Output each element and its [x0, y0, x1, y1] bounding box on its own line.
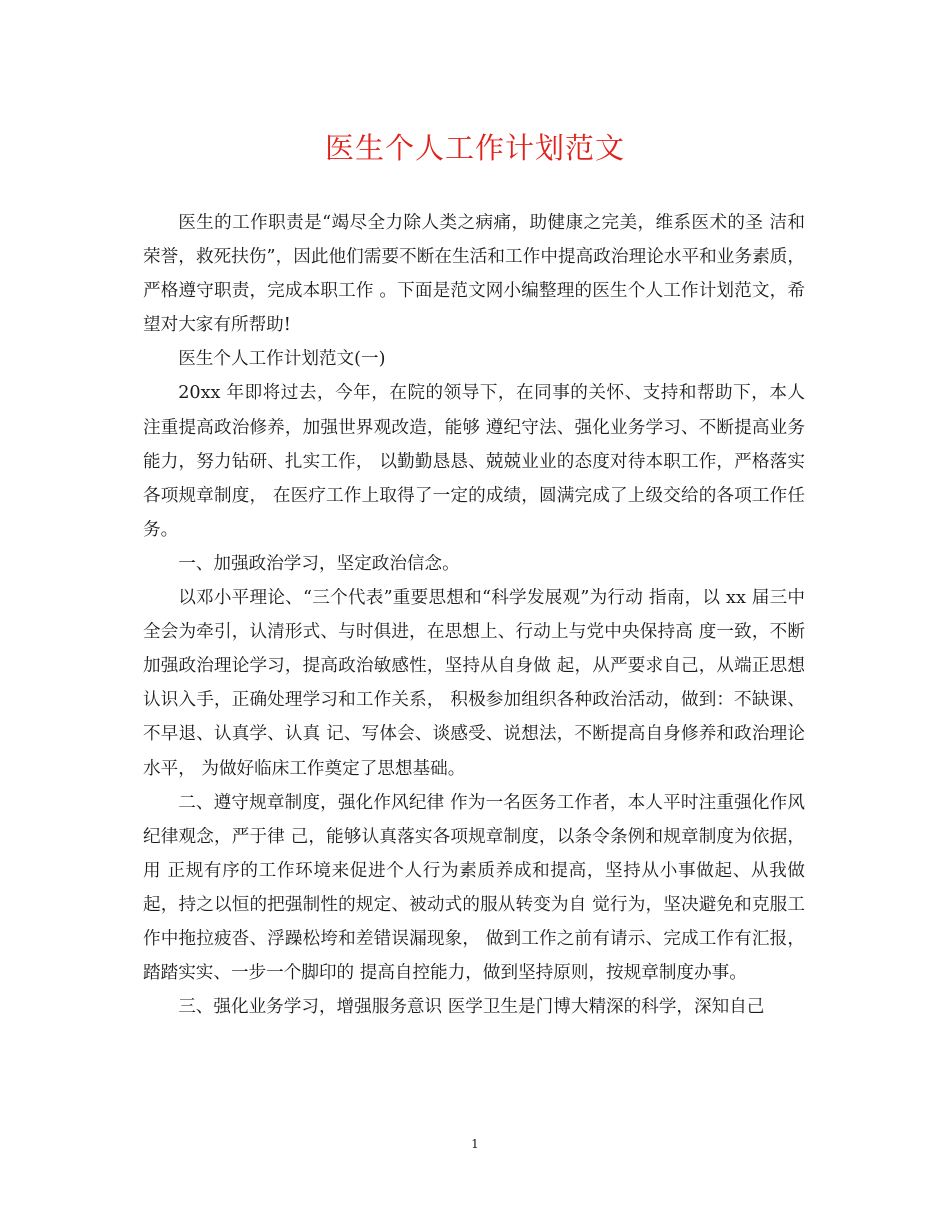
heading-political-study: 一、加强政治学习，坚定政治信念。 [178, 553, 460, 574]
page-number: 1 [471, 1137, 479, 1151]
document-body [143, 206, 805, 1024]
section-heading-sample-one: 医生个人工作计划范文(一) [178, 349, 386, 370]
political-study-paragraph: 以邓小平理论、“三个代表”重要思想和“科学发展观”为行动 指南，以 xx 届三中全会为牵引，认清形式、与时俱进，在思想上、行动上与党中央保持高 度一致，不断加强政治理论学习，提高政治敏感性，坚持从自身做 起，从严要求自己，从端正思想认识入手，正确处理学习和工作关系， 积极参加组织各种政治活动，做到：不缺课、不早退、认真学、认真 记、写体会、谈感受、说想法，不断提高自身修养和政治理论水平， 为做好临床工作奠定了思想基础。 [143, 588, 805, 779]
year-summary-paragraph: 20xx 年即将过去，今年，在院的领导下，在同事的关怀、支持和帮助下，本人注重提高政治修养，加强世界观改造，能够 遵纪守法、强化业务学习、不断提高业务能力，努力钻研、扎实工作， 以勤勤恳恳、兢兢业业的态度对待本职工作，严格落实各项规章制度， 在医疗工作上取得了一定的成绩，圆满完成了上级交给的各项工作任 务。 [143, 383, 805, 540]
intro-paragraph: 医生的工作职责是“竭尽全力除人类之病痛，助健康之完美，维系医术的圣 洁和荣誉，救死扶伤”，因此他们需要不断在生活和工作中提高政治理论水平和业务素质，严格遵守职责，完成本职工作 。下面是范文网小编整理的医生个人工作计划范文，希望对大家有所帮助! [143, 213, 805, 336]
professional-study-paragraph: 三、强化业务学习，增强服务意识 医学卫生是门博大精深的科学，深知自己 [178, 997, 765, 1018]
document-title: 医生个人工作计划范文 [324, 131, 625, 165]
rules-discipline-paragraph: 二、遵守规章制度，强化作风纪律 作为一名医务工作者，本人平时注重强化作风纪律观念，严于律 己，能够认真落实各项规章制度，以条令条例和规章制度为依据，用 正规有序的工作环境来促进个人行为素质养成和提高，坚持从小事做起、从我做起，持之以恒的把强制性的规定、被动式的服从转变为自 觉行为，坚决避免和克服工作中拖拉疲沓、浮躁松垮和差错误漏现象， 做到工作之前有请示、完成工作有汇报，踏踏实实、一步一个脚印的 提高自控能力，做到坚持原则，按规章制度办事。 [143, 792, 805, 984]
